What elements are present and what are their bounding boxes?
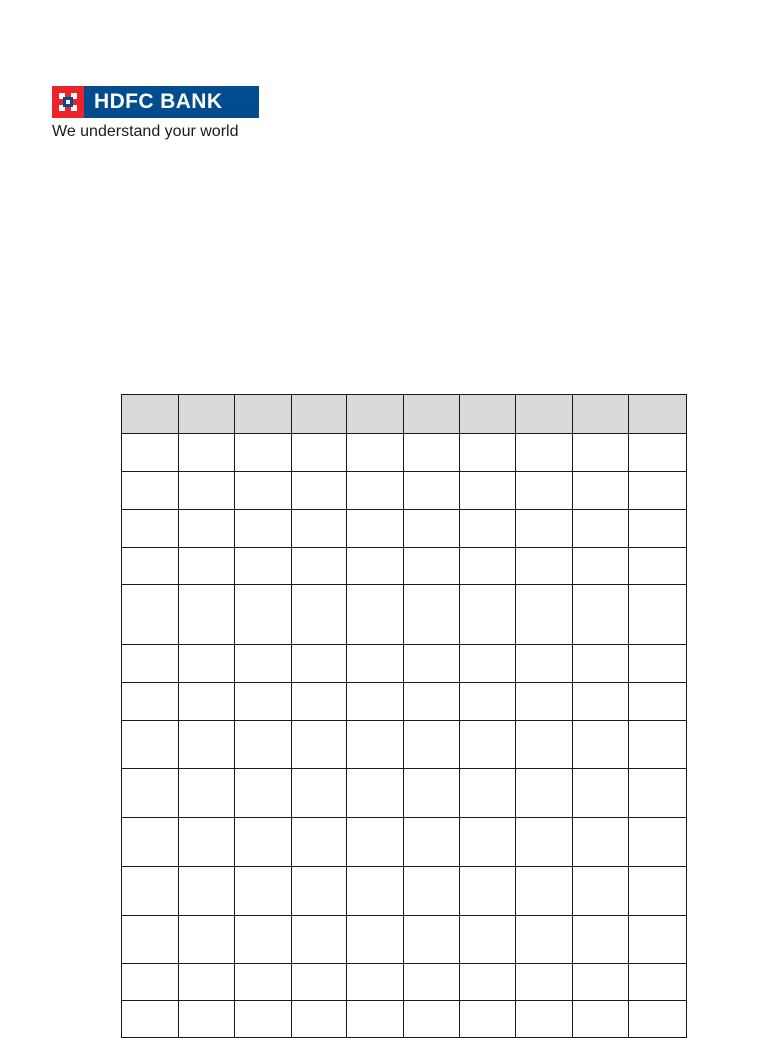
table-cell [460, 916, 516, 964]
table-row [122, 434, 687, 472]
table-cell [235, 818, 292, 867]
table-row [122, 548, 687, 585]
table-cell [404, 818, 460, 867]
table-cell [179, 510, 235, 548]
table-cell [460, 769, 516, 818]
table-cell [347, 721, 404, 769]
table-cell [404, 964, 460, 1001]
table-header-cell [516, 395, 573, 434]
table-cell [179, 434, 235, 472]
table-cell [629, 964, 687, 1001]
table-cell [573, 510, 629, 548]
table-cell [573, 916, 629, 964]
table-cell [573, 472, 629, 510]
table-cell [179, 867, 235, 916]
table-cell [404, 585, 460, 645]
table-cell [122, 510, 179, 548]
table-cell [292, 818, 347, 867]
table-cell [122, 916, 179, 964]
table-cell [573, 721, 629, 769]
table-row [122, 916, 687, 964]
table-cell [347, 472, 404, 510]
table-cell [347, 510, 404, 548]
table-cell [347, 645, 404, 683]
table-cell [347, 1001, 404, 1038]
table-cell [404, 721, 460, 769]
table-row [122, 721, 687, 769]
table-cell [460, 548, 516, 585]
table-cell [122, 548, 179, 585]
table-cell [347, 434, 404, 472]
table-cell [629, 585, 687, 645]
table-cell [292, 683, 347, 721]
table-cell [347, 916, 404, 964]
table-cell [179, 769, 235, 818]
table-cell [460, 818, 516, 867]
table-cell [235, 510, 292, 548]
table-cell [235, 683, 292, 721]
table-header-row [122, 395, 687, 434]
table-cell [629, 434, 687, 472]
table-cell [179, 645, 235, 683]
table-cell [460, 645, 516, 683]
table-cell [573, 683, 629, 721]
table-cell [516, 510, 573, 548]
table-cell [347, 867, 404, 916]
table-cell [235, 548, 292, 585]
table-cell [179, 721, 235, 769]
table-row [122, 472, 687, 510]
table-cell [235, 472, 292, 510]
table-cell [573, 964, 629, 1001]
table-cell [122, 434, 179, 472]
table-cell [179, 472, 235, 510]
table-header-cell [629, 395, 687, 434]
table-cell [516, 434, 573, 472]
table-cell [516, 548, 573, 585]
table-cell [179, 818, 235, 867]
table-cell [573, 818, 629, 867]
table-cell [516, 472, 573, 510]
table-cell [629, 472, 687, 510]
table-header-cell [347, 395, 404, 434]
table-cell [292, 585, 347, 645]
table-row [122, 1001, 687, 1038]
table-cell [460, 510, 516, 548]
table-cell [460, 964, 516, 1001]
table-cell [404, 1001, 460, 1038]
table-cell [404, 645, 460, 683]
table-cell [347, 818, 404, 867]
table-row [122, 818, 687, 867]
table-cell [573, 867, 629, 916]
table-cell [235, 964, 292, 1001]
table-row [122, 683, 687, 721]
table-header-cell [292, 395, 347, 434]
table-row [122, 510, 687, 548]
table-cell [573, 548, 629, 585]
table-cell [516, 769, 573, 818]
table-cell [122, 1001, 179, 1038]
table-cell [292, 867, 347, 916]
table-cell [460, 683, 516, 721]
table-cell [573, 769, 629, 818]
table-row [122, 769, 687, 818]
table-cell [404, 434, 460, 472]
table-cell [235, 434, 292, 472]
table-cell [179, 683, 235, 721]
table-cell [404, 916, 460, 964]
table-cell [629, 818, 687, 867]
table-cell [122, 769, 179, 818]
table-cell [629, 1001, 687, 1038]
table-row [122, 585, 687, 645]
table-cell [516, 867, 573, 916]
table-cell [516, 916, 573, 964]
table-cell [573, 434, 629, 472]
table-cell [347, 585, 404, 645]
table-cell [460, 585, 516, 645]
table-cell [235, 721, 292, 769]
table-cell [404, 867, 460, 916]
table-cell [122, 472, 179, 510]
grid-body [122, 395, 687, 1038]
table-header-cell [235, 395, 292, 434]
table-cell [629, 867, 687, 916]
table-cell [179, 548, 235, 585]
table-cell [235, 867, 292, 916]
table-cell [573, 645, 629, 683]
table-cell [235, 585, 292, 645]
table-cell [516, 721, 573, 769]
table-cell [460, 1001, 516, 1038]
table-cell [516, 964, 573, 1001]
table-cell [122, 721, 179, 769]
table-cell [404, 769, 460, 818]
table-cell [179, 916, 235, 964]
table-cell [292, 964, 347, 1001]
table-cell [122, 867, 179, 916]
table-cell [516, 645, 573, 683]
table-header-cell [122, 395, 179, 434]
blank-grid-table [121, 394, 687, 1038]
table-cell [347, 769, 404, 818]
table-cell [347, 683, 404, 721]
table-cell [460, 434, 516, 472]
table-cell [629, 645, 687, 683]
table-cell [629, 769, 687, 818]
table-cell [292, 434, 347, 472]
table-cell [122, 585, 179, 645]
table-cell [235, 645, 292, 683]
table-cell [404, 472, 460, 510]
hdfc-bank-logo [52, 86, 260, 144]
hdfc-emblem-icon [52, 86, 84, 118]
table-cell [629, 721, 687, 769]
table-header-cell [179, 395, 235, 434]
table-row [122, 964, 687, 1001]
table-cell [292, 1001, 347, 1038]
table-cell [122, 818, 179, 867]
table-cell [347, 548, 404, 585]
table-header-cell [404, 395, 460, 434]
table-cell [404, 510, 460, 548]
table-cell [292, 721, 347, 769]
table-cell [292, 548, 347, 585]
table-cell [292, 769, 347, 818]
table-cell [235, 769, 292, 818]
emblem-core-hole [66, 100, 70, 104]
table-cell [347, 964, 404, 1001]
table-cell [404, 683, 460, 721]
table-cell [235, 916, 292, 964]
table-cell [516, 818, 573, 867]
table-cell [122, 683, 179, 721]
table-cell [573, 1001, 629, 1038]
table-cell [179, 585, 235, 645]
table-cell [122, 964, 179, 1001]
table-cell [516, 585, 573, 645]
table-cell [629, 510, 687, 548]
table-cell [292, 645, 347, 683]
table-cell [179, 964, 235, 1001]
table-cell [179, 1001, 235, 1038]
table-cell [235, 1001, 292, 1038]
table-header-cell [573, 395, 629, 434]
table-row [122, 867, 687, 916]
table-cell [573, 585, 629, 645]
table-cell [292, 510, 347, 548]
table-cell [122, 645, 179, 683]
table-header-cell [460, 395, 516, 434]
table-cell [292, 472, 347, 510]
table-cell [460, 472, 516, 510]
table-cell [629, 916, 687, 964]
logo-wordmark: HDFC BANK [94, 90, 223, 113]
table-cell [516, 683, 573, 721]
table-cell [516, 1001, 573, 1038]
table-cell [629, 683, 687, 721]
table-cell [460, 721, 516, 769]
table-cell [404, 548, 460, 585]
table-cell [292, 916, 347, 964]
table-cell [629, 548, 687, 585]
logo-tagline: We understand your world [52, 123, 239, 140]
table-cell [460, 867, 516, 916]
table-row [122, 645, 687, 683]
